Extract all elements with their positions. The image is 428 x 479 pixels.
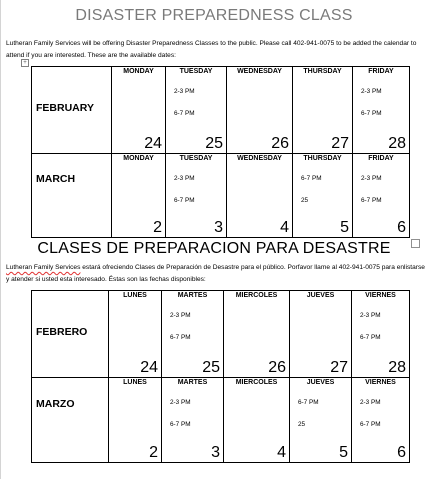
day-number: 27 xyxy=(330,359,348,376)
day-number: 5 xyxy=(340,219,349,236)
month-label: MARCH xyxy=(36,173,76,185)
month-cell xyxy=(32,378,109,463)
day-cell xyxy=(227,67,293,154)
day-cell xyxy=(290,291,352,378)
day-cell xyxy=(224,378,290,463)
day-cell xyxy=(112,154,166,238)
table-move-handle-icon[interactable]: + xyxy=(21,59,29,67)
time-slot: 6-7 PM xyxy=(361,110,382,117)
time-slot: 2-3 PM xyxy=(360,399,381,406)
month-cell xyxy=(32,154,112,238)
day-number: 3 xyxy=(214,219,223,236)
day-name: THURSDAY xyxy=(303,68,342,75)
day-cell xyxy=(352,291,410,378)
time-slot: 2-3 PM xyxy=(360,312,381,319)
day-number: 5 xyxy=(339,444,348,461)
day-number: 2 xyxy=(149,444,158,461)
day-cell xyxy=(293,154,353,238)
time-slot: 6-7 PM xyxy=(301,175,322,182)
resize-handle-icon[interactable] xyxy=(411,239,420,248)
time-slot: 2-3 PM xyxy=(174,88,195,95)
day-cell xyxy=(166,67,227,154)
day-number: 2 xyxy=(153,219,162,236)
day-name: FRIDAY xyxy=(368,68,394,75)
english-title: DISASTER PREPAREDNESS CLASS xyxy=(75,7,353,24)
time-slot: 2-3 PM xyxy=(361,175,382,182)
calendar-week-row xyxy=(32,67,410,154)
time-slot: 2-3 PM xyxy=(174,175,195,182)
month-label: FEBRERO xyxy=(36,326,88,338)
time-slot: 25 xyxy=(301,197,309,204)
day-name: MARTES xyxy=(177,379,208,386)
day-name: WEDNESDAY xyxy=(237,68,282,75)
day-cell xyxy=(290,378,352,463)
day-number: 25 xyxy=(205,135,223,152)
day-name: VIERNES xyxy=(365,292,396,299)
time-slot: 6-7 PM xyxy=(170,421,191,428)
day-name: LUNES xyxy=(123,292,147,299)
day-number: 6 xyxy=(397,444,406,461)
month-label: MARZO xyxy=(36,398,75,410)
day-name: MONDAY xyxy=(123,68,154,75)
spanish-calendar-table xyxy=(31,290,410,463)
day-number: 4 xyxy=(280,219,289,236)
spanish-intro xyxy=(6,262,426,286)
time-slot: 25 xyxy=(298,421,306,428)
time-slot: 6-7 PM xyxy=(298,399,319,406)
day-number: 28 xyxy=(388,359,406,376)
day-cell xyxy=(224,291,290,378)
spanish-title: CLASES DE PREPARACION PARA DESASTRE xyxy=(37,240,391,257)
day-name: THURSDAY xyxy=(303,155,342,162)
day-cell xyxy=(227,154,293,238)
day-cell xyxy=(353,154,410,238)
calendar-week-row xyxy=(32,378,410,463)
organization-name: Lutheran Family Services xyxy=(6,264,81,271)
time-slot: 6-7 PM xyxy=(174,110,195,117)
day-number: 26 xyxy=(271,135,289,152)
day-number: 24 xyxy=(140,359,158,376)
day-cell xyxy=(293,67,353,154)
day-number: 27 xyxy=(331,135,349,152)
day-cell xyxy=(353,67,410,154)
day-name: MIERCOLES xyxy=(235,379,278,386)
time-slot: 6-7 PM xyxy=(360,334,381,341)
day-cell xyxy=(162,291,224,378)
day-number: 25 xyxy=(202,359,220,376)
day-name: TUESDAY xyxy=(179,155,213,162)
day-number: 24 xyxy=(144,135,162,152)
month-cell xyxy=(32,67,112,154)
day-number: 28 xyxy=(388,135,406,152)
day-number: 26 xyxy=(268,359,286,376)
day-cell xyxy=(162,378,224,463)
day-name: MARTES xyxy=(177,292,208,299)
day-number: 4 xyxy=(277,444,286,461)
day-name: JUEVES xyxy=(306,379,335,386)
time-slot: 2-3 PM xyxy=(170,312,191,319)
day-number: 3 xyxy=(211,444,220,461)
day-name: MIERCOLES xyxy=(235,292,278,299)
day-cell xyxy=(109,291,162,378)
time-slot: 6-7 PM xyxy=(361,197,382,204)
time-slot: 2-3 PM xyxy=(170,399,191,406)
day-number: 6 xyxy=(397,219,406,236)
day-cell xyxy=(352,378,410,463)
day-name: JUEVES xyxy=(306,292,335,299)
calendar-week-row xyxy=(32,291,410,378)
day-name: VIERNES xyxy=(365,379,396,386)
english-intro: Lutheran Family Services will be offering Disaster Preparedness Classes to the public. Please call 402-941-0075 to be added the calendar to attend if you are interested. These are the available dates: xyxy=(6,40,417,59)
day-name: TUESDAY xyxy=(179,68,213,75)
day-cell xyxy=(166,154,227,238)
day-name: LUNES xyxy=(123,379,147,386)
day-cell xyxy=(112,67,166,154)
english-calendar-table xyxy=(31,66,410,238)
day-name: WEDNESDAY xyxy=(237,155,282,162)
day-name: MONDAY xyxy=(123,155,154,162)
month-cell xyxy=(32,291,109,378)
time-slot: 2-3 PM xyxy=(361,88,382,95)
time-slot: 6-7 PM xyxy=(170,334,191,341)
day-cell xyxy=(109,378,162,463)
time-slot: 6-7 PM xyxy=(174,197,195,204)
calendar-week-row xyxy=(32,154,410,238)
day-name: FRIDAY xyxy=(368,155,394,162)
spanish-intro-text: estará ofreciendo Clases de Preparación de Desastre para el público. Porfavor llame al 402-941-0075 para enlistarse y atender si usted esta interesado. Éstas son las fechas disponibles: xyxy=(6,264,425,283)
month-label: FEBRUARY xyxy=(36,102,94,114)
time-slot: 6-7 PM xyxy=(360,421,381,428)
